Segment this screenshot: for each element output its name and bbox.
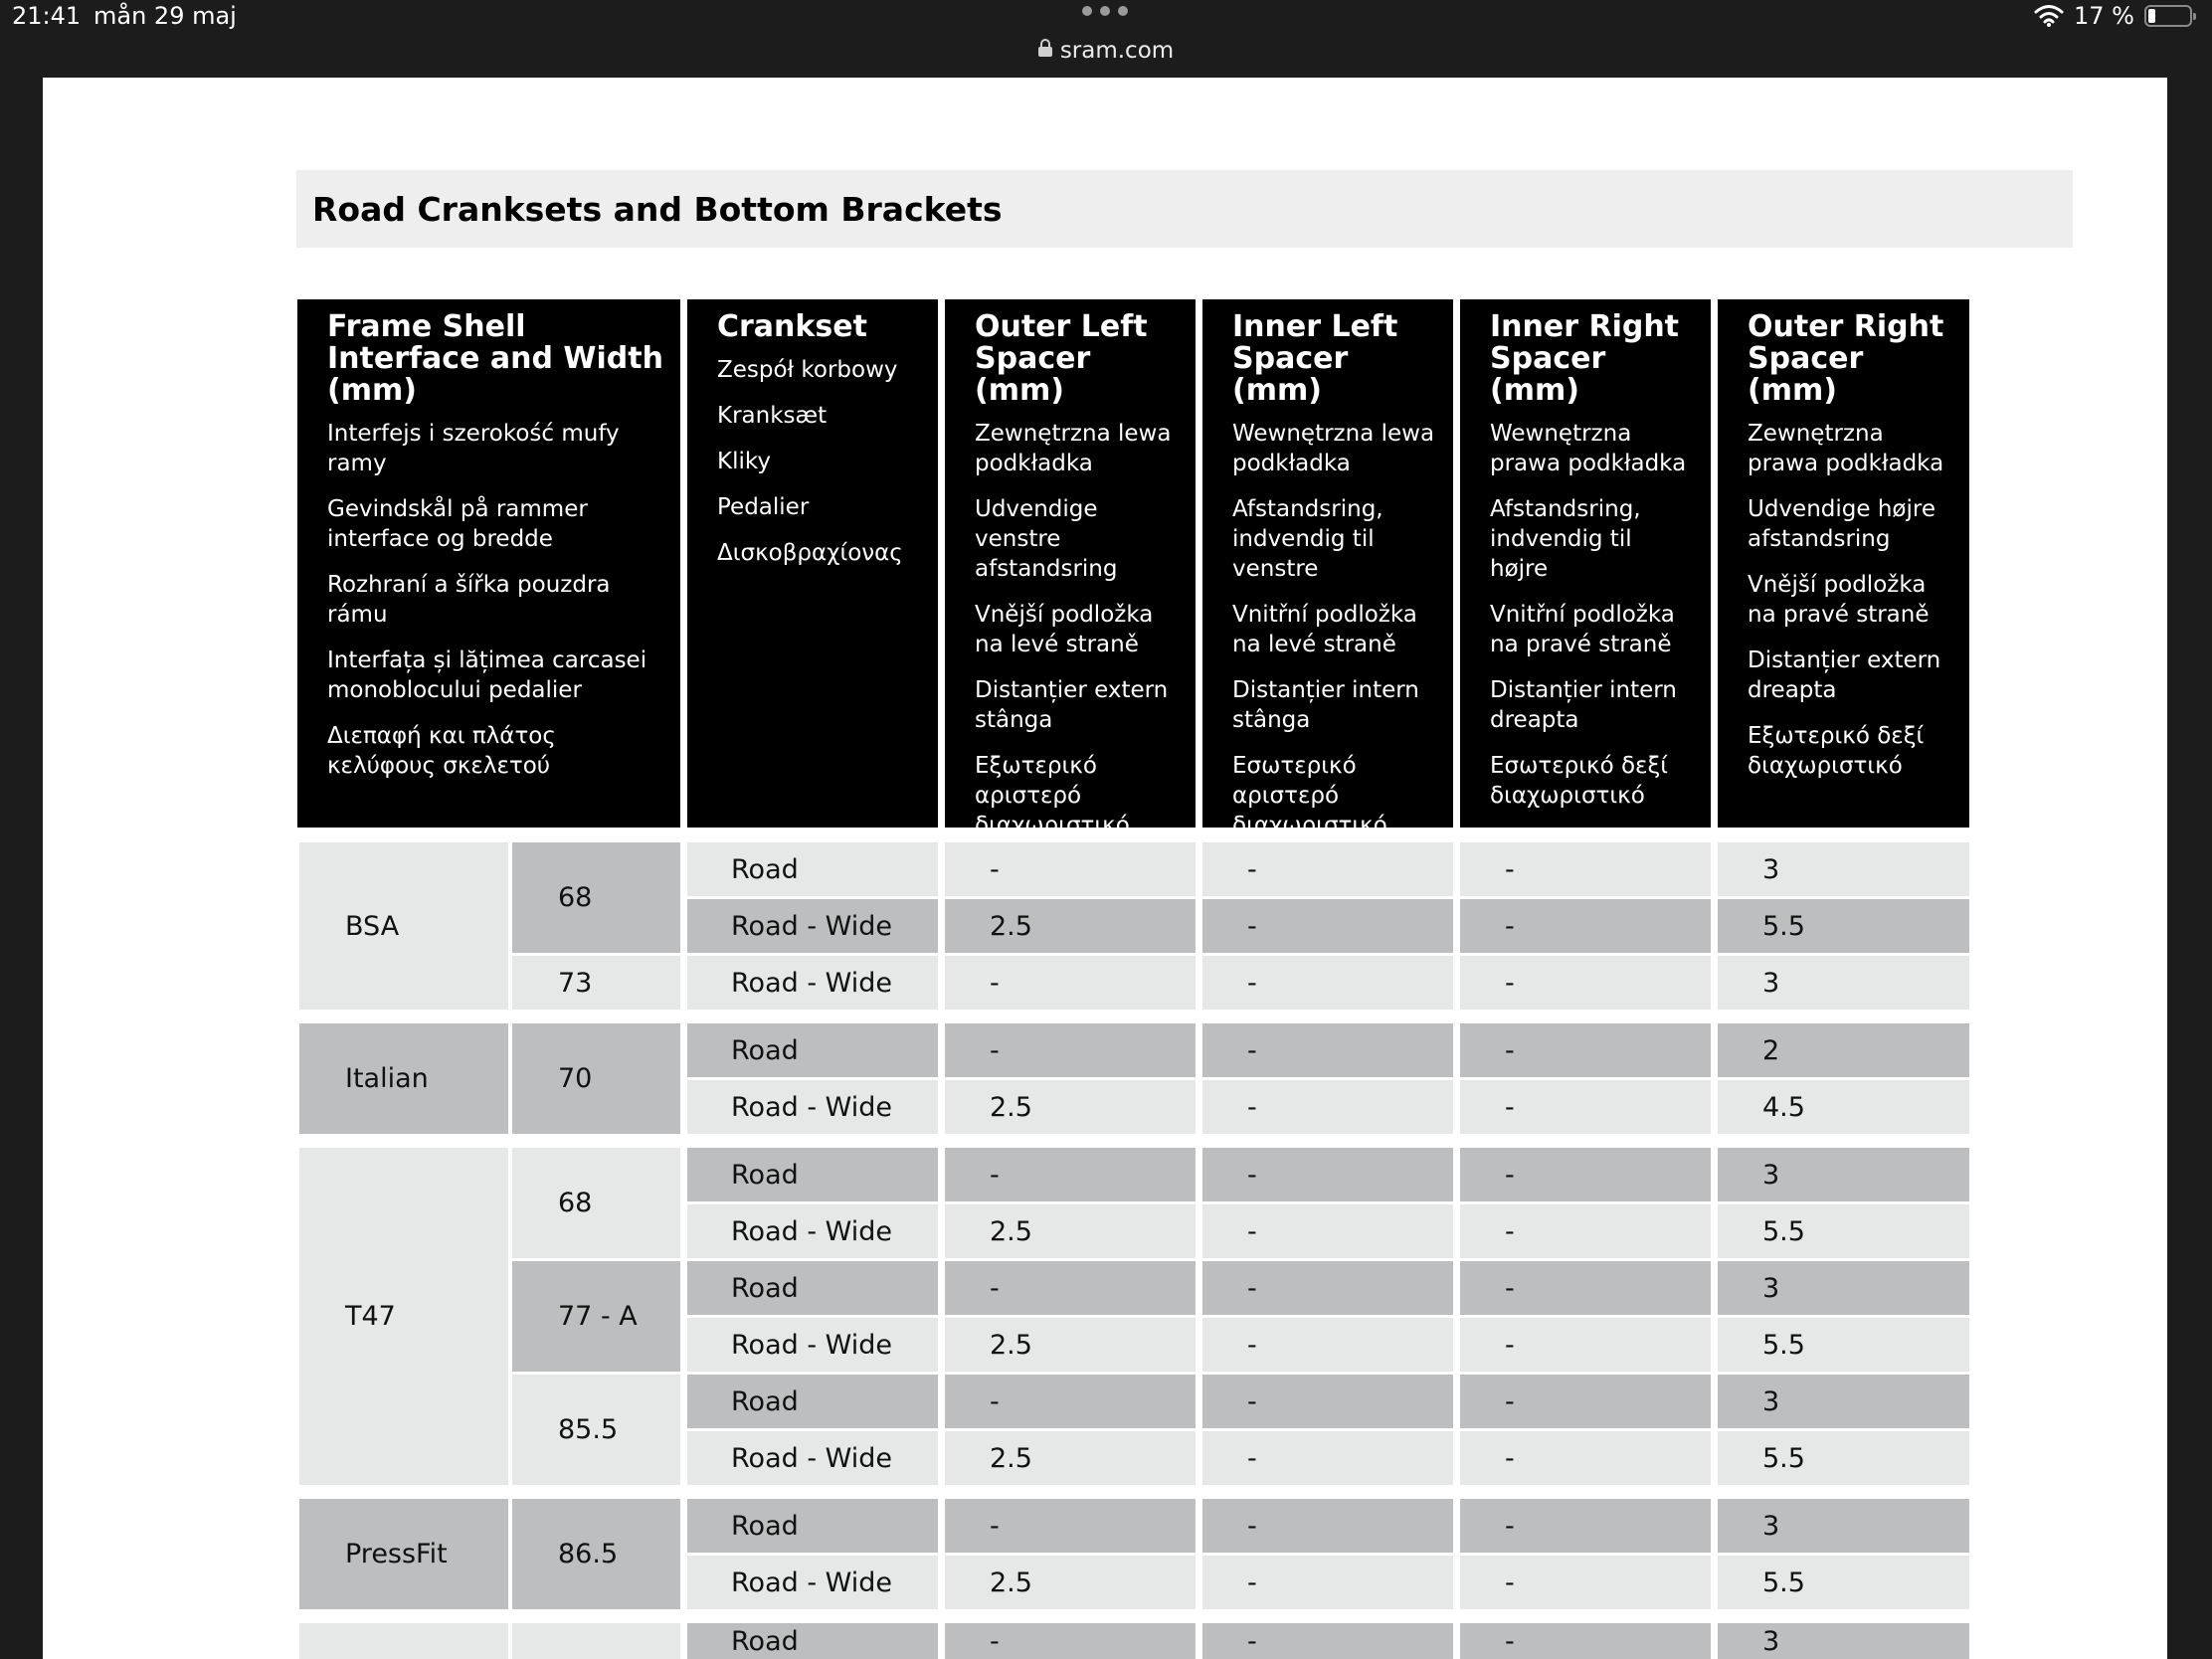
header-crankset bbox=[687, 299, 938, 828]
inner-right-cell: - bbox=[1460, 1623, 1711, 1659]
header-title: Inner Left Spacer (mm) bbox=[1232, 309, 1398, 408]
outer-left-cell: 2.5 bbox=[945, 1556, 1196, 1609]
crankset-cell: Road - Wide bbox=[687, 1080, 938, 1134]
page-title: Road Cranksets and Bottom Brackets bbox=[312, 190, 1003, 229]
header-translation: Εξωτερικό δεξί διαχωριστικό bbox=[1748, 723, 1925, 779]
battery-icon bbox=[2144, 5, 2192, 27]
header-translation: Afstandsring, indvendig til venstre bbox=[1232, 496, 1383, 582]
header-translation: Udvendige højre afstandsring bbox=[1748, 496, 1936, 552]
outer-right-cell: 5.5 bbox=[1718, 1556, 1969, 1609]
header-translation: Zewnętrzna prawa podkładka bbox=[1748, 421, 1944, 476]
outer-right-cell: 5.5 bbox=[1718, 899, 1969, 953]
header-translation: Vnitřní podložka na pravé straně bbox=[1490, 602, 1675, 657]
inner-right-cell: - bbox=[1460, 1431, 1711, 1485]
frame-cell: PressFit bbox=[299, 1499, 508, 1609]
inner-right-cell: - bbox=[1460, 956, 1711, 1010]
outer-right-cell: 3 bbox=[1718, 1261, 1969, 1315]
inner-left-cell: - bbox=[1202, 1204, 1453, 1258]
crankset-cell: Road bbox=[687, 1023, 938, 1077]
inner-left-cell: - bbox=[1202, 1623, 1453, 1659]
header-translation: Pedalier bbox=[717, 494, 810, 520]
inner-left-cell: - bbox=[1202, 1556, 1453, 1609]
header-inner-right bbox=[1460, 299, 1711, 828]
inner-left-cell: - bbox=[1202, 1080, 1453, 1134]
inner-left-cell: - bbox=[1202, 1431, 1453, 1485]
outer-right-cell: 3 bbox=[1718, 1623, 1969, 1659]
crankset-cell: Road bbox=[687, 1623, 938, 1659]
crankset-cell: Road - Wide bbox=[687, 1431, 938, 1485]
inner-right-cell: - bbox=[1460, 1023, 1711, 1077]
outer-right-cell: 5.5 bbox=[1718, 1318, 1969, 1372]
header-translation: Interfața și lățimea carcasei monoblocului pedalier bbox=[327, 647, 647, 703]
header-title: Frame Shell Interface and Width (mm) bbox=[327, 309, 663, 408]
frame-cell: BSA bbox=[299, 842, 508, 1010]
url-text: sram.com bbox=[1059, 38, 1175, 64]
date: mån 29 maj bbox=[93, 2, 237, 30]
outer-right-cell: 3 bbox=[1718, 956, 1969, 1010]
header-translation: Zespół korbowy bbox=[717, 357, 898, 383]
frame-cell: Italian bbox=[299, 1023, 508, 1134]
crankset-cell: Road - Wide bbox=[687, 899, 938, 953]
outer-left-cell: - bbox=[945, 1261, 1196, 1315]
inner-right-cell: - bbox=[1460, 1204, 1711, 1258]
inner-right-cell: - bbox=[1460, 899, 1711, 953]
outer-left-cell: - bbox=[945, 956, 1196, 1010]
outer-right-cell: 3 bbox=[1718, 1148, 1969, 1201]
outer-right-cell: 5.5 bbox=[1718, 1204, 1969, 1258]
outer-right-cell: 2 bbox=[1718, 1023, 1969, 1077]
inner-left-cell: - bbox=[1202, 899, 1453, 953]
wifi-icon bbox=[2034, 4, 2064, 28]
inner-right-cell: - bbox=[1460, 842, 1711, 896]
outer-right-cell: 3 bbox=[1718, 1499, 1969, 1553]
width-cell: 73 bbox=[512, 956, 680, 1010]
header-translation: Εσωτερικό αριστερό διαχωριστικό bbox=[1232, 753, 1387, 838]
header-title: Outer Right Spacer (mm) bbox=[1748, 309, 1944, 408]
inner-left-cell: - bbox=[1202, 1023, 1453, 1077]
inner-right-cell: - bbox=[1460, 1499, 1711, 1553]
frame-cell: T47 bbox=[299, 1148, 508, 1485]
header-translation: Interfejs i szerokość mufy ramy bbox=[327, 421, 620, 476]
crankset-cell: Road - Wide bbox=[687, 1318, 938, 1372]
crankset-cell: Road - Wide bbox=[687, 1204, 938, 1258]
width-cell: 70 bbox=[512, 1023, 680, 1134]
outer-left-cell: - bbox=[945, 1499, 1196, 1553]
address-bar[interactable] bbox=[0, 38, 2212, 64]
clock: 21:41 bbox=[12, 2, 82, 30]
header-translation: Kranksæt bbox=[717, 403, 828, 429]
header-translation: Distanțier extern stânga bbox=[975, 677, 1169, 733]
section-title-bar bbox=[296, 170, 2073, 248]
battery-fill bbox=[2148, 9, 2155, 23]
header-inner-left bbox=[1202, 299, 1453, 838]
header-translation: Wewnętrzna prawa podkładka bbox=[1490, 421, 1687, 476]
header-translation: Vnější podložka na levé straně bbox=[975, 602, 1154, 657]
outer-left-cell: 2.5 bbox=[945, 1204, 1196, 1258]
crankset-cell: Road bbox=[687, 1375, 938, 1428]
header-translation: Udvendige venstre afstandsring bbox=[975, 496, 1118, 582]
inner-left-cell: - bbox=[1202, 1499, 1453, 1553]
header-title: Outer Left Spacer (mm) bbox=[975, 309, 1148, 408]
crankset-cell: Road - Wide bbox=[687, 1556, 938, 1609]
header-translation: Εσωτερικό δεξί διαχωριστικό bbox=[1490, 753, 1669, 809]
header-translation: Distanțier intern stânga bbox=[1232, 677, 1419, 733]
inner-right-cell: - bbox=[1460, 1080, 1711, 1134]
header-outer-left bbox=[945, 299, 1196, 838]
header-translation: Εξωτερικό αριστερό διαχωριστικό bbox=[975, 753, 1130, 838]
outer-left-cell: - bbox=[945, 1375, 1196, 1428]
header-translation: Distanțier extern dreapta bbox=[1748, 647, 1941, 703]
inner-left-cell: - bbox=[1202, 1261, 1453, 1315]
header-translation: Διεπαφή και πλάτος κελύφους σκελετού bbox=[327, 723, 556, 779]
header-translation: Vnitřní podložka na levé straně bbox=[1232, 602, 1417, 657]
width-cell bbox=[512, 1623, 680, 1659]
width-cell: 68 bbox=[512, 842, 680, 953]
inner-left-cell: - bbox=[1202, 1318, 1453, 1372]
header-translation: Distanțier intern dreapta bbox=[1490, 677, 1677, 733]
outer-left-cell: - bbox=[945, 1023, 1196, 1077]
width-cell: 77 - A bbox=[512, 1261, 680, 1372]
outer-left-cell: 2.5 bbox=[945, 1431, 1196, 1485]
header-translation: Δισκοβραχίονας bbox=[717, 540, 903, 566]
header-translation: Afstandsring, indvendig til højre bbox=[1490, 496, 1641, 582]
inner-right-cell: - bbox=[1460, 1556, 1711, 1609]
inner-left-cell: - bbox=[1202, 842, 1453, 896]
inner-right-cell: - bbox=[1460, 1375, 1711, 1428]
crankset-cell: Road bbox=[687, 1148, 938, 1201]
outer-left-cell: - bbox=[945, 1148, 1196, 1201]
header-translation: Rozhraní a šířka pouzdra rámu bbox=[327, 572, 611, 628]
header-translation: Kliky bbox=[717, 449, 771, 474]
outer-left-cell: 2.5 bbox=[945, 899, 1196, 953]
crankset-cell: Road - Wide bbox=[687, 956, 938, 1010]
header-translation: Zewnętrzna lewa podkładka bbox=[975, 421, 1172, 476]
more-dots-icon[interactable] bbox=[1082, 6, 1128, 16]
outer-left-cell: - bbox=[945, 842, 1196, 896]
frame-cell bbox=[299, 1623, 508, 1659]
header-translation: Vnější podložka na pravé straně bbox=[1748, 572, 1930, 628]
header-frame-shell bbox=[297, 299, 680, 828]
crankset-cell: Road bbox=[687, 1499, 938, 1553]
inner-right-cell: - bbox=[1460, 1148, 1711, 1201]
header-translation: Wewnętrzna lewa podkładka bbox=[1232, 421, 1435, 476]
inner-left-cell: - bbox=[1202, 1375, 1453, 1428]
outer-left-cell: 2.5 bbox=[945, 1080, 1196, 1134]
inner-right-cell: - bbox=[1460, 1261, 1711, 1315]
header-title: Crankset bbox=[717, 309, 867, 344]
width-cell: 68 bbox=[512, 1148, 680, 1258]
width-cell: 85.5 bbox=[512, 1375, 680, 1485]
header-title: Inner Right Spacer (mm) bbox=[1490, 309, 1680, 408]
outer-right-cell: 5.5 bbox=[1718, 1431, 1969, 1485]
outer-left-cell: - bbox=[945, 1623, 1196, 1659]
inner-right-cell: - bbox=[1460, 1318, 1711, 1372]
battery-percent: 17 % bbox=[2074, 2, 2134, 30]
inner-left-cell: - bbox=[1202, 956, 1453, 1010]
width-cell: 86.5 bbox=[512, 1499, 680, 1609]
outer-left-cell: 2.5 bbox=[945, 1318, 1196, 1372]
inner-left-cell: - bbox=[1202, 1148, 1453, 1201]
status-bar bbox=[0, 0, 2212, 78]
outer-right-cell: 3 bbox=[1718, 842, 1969, 896]
header-translation: Gevindskål på rammer interface og bredde bbox=[327, 496, 588, 552]
crankset-cell: Road bbox=[687, 842, 938, 896]
header-outer-right bbox=[1718, 299, 1969, 828]
lock-icon bbox=[1038, 47, 1052, 57]
outer-right-cell: 4.5 bbox=[1718, 1080, 1969, 1134]
crankset-cell: Road bbox=[687, 1261, 938, 1315]
outer-right-cell: 3 bbox=[1718, 1375, 1969, 1428]
